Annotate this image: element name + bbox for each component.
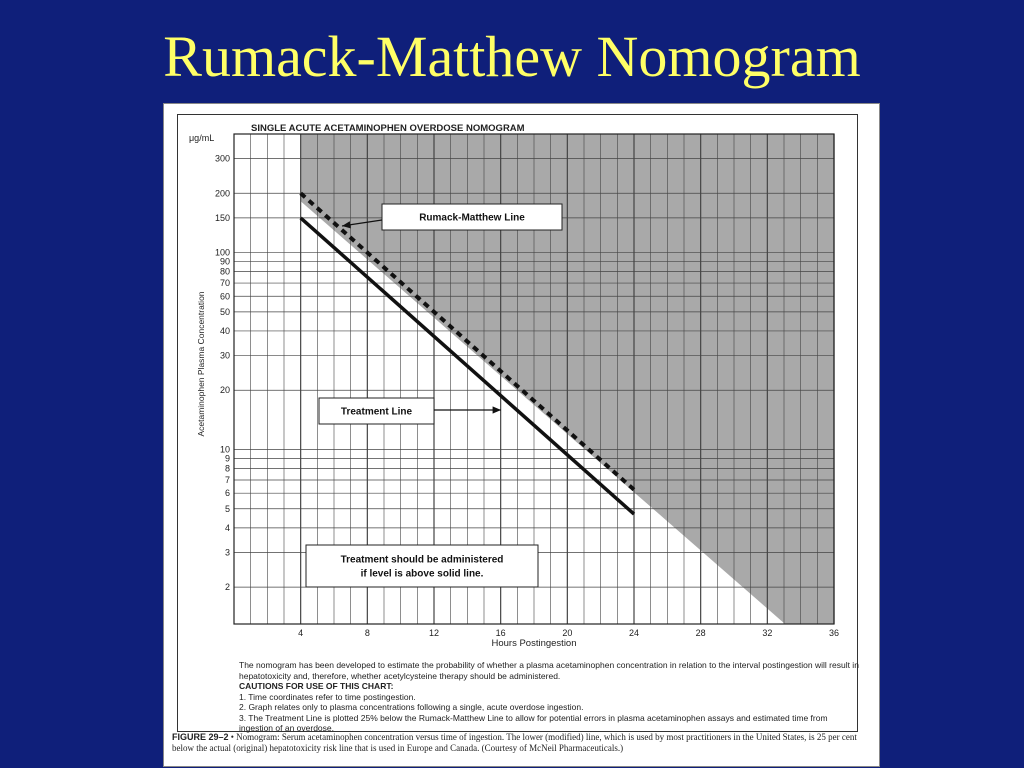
x-tick-label: 20 <box>562 628 573 638</box>
y-tick-label: 3 <box>224 547 230 558</box>
y-tick-label: 70 <box>219 278 230 289</box>
y-tick-label: 100 <box>214 247 230 258</box>
y-tick-label: 80 <box>219 266 230 277</box>
nomogram-notes <box>239 660 859 734</box>
y-tick-label: 150 <box>214 212 230 223</box>
y-tick-label: 300 <box>214 153 230 164</box>
y-tick-label: 10 <box>219 444 230 455</box>
y-unit-label: μg/mL <box>189 133 215 143</box>
y-tick-label: 20 <box>219 385 230 396</box>
caption-text: • Nomogram: Serum acetaminophen concentration versus time of ingestion. The lower (modified) line, which is used by most practitioners in the United States, is 25 per cent below the actual (original) hepatotoxicity risk line that is used in Europe and Canada. (Courtesy of McNeil Pharmaceuticals.) <box>172 732 857 753</box>
y-tick-label: 7 <box>224 475 230 486</box>
x-tick-label: 28 <box>695 628 706 638</box>
figure-label: FIGURE 29–2 <box>172 732 229 742</box>
y-tick-label: 5 <box>224 503 230 514</box>
treatment-advice-box <box>306 545 538 587</box>
notes-intro: The nomogram has been developed to estimate the probability of whether a plasma acetaminophen concentration in relation to the interval postingestion will result in hepatotoxicity and, therefore, whether acetylcysteine therapy should be administered. <box>239 660 859 681</box>
y-tick-label: 4 <box>224 522 230 533</box>
nomogram-figure <box>163 103 880 767</box>
cautions-heading: CAUTIONS FOR USE OF THIS CHART: <box>239 681 394 691</box>
treatment-advice: if level is above solid line. <box>360 568 484 580</box>
chart-title: SINGLE ACUTE ACETAMINOPHEN OVERDOSE NOMOGRAM <box>251 123 525 134</box>
x-tick-label: 24 <box>628 628 640 638</box>
x-tick-label: 12 <box>428 628 440 638</box>
figure-caption <box>172 732 872 754</box>
treatment-label: Treatment Line <box>340 406 413 418</box>
x-tick-label: 4 <box>298 628 304 638</box>
x-tick-label: 36 <box>828 628 840 638</box>
y-tick-label: 8 <box>224 463 230 474</box>
y-tick-label: 60 <box>219 291 230 302</box>
y-tick-label: 200 <box>214 188 230 199</box>
y-tick-label: 40 <box>219 325 230 336</box>
x-tick-label: 8 <box>364 628 370 638</box>
caution-item: 1. Time coordinates refer to time postingestion. <box>239 691 416 702</box>
x-tick-label: 16 <box>495 628 506 638</box>
x-tick-label: 32 <box>762 628 773 638</box>
y-axis-label: Acetaminophen Plasma Concentration <box>196 291 206 437</box>
y-tick-label: 2 <box>224 582 230 593</box>
rumack-matthew-label: Rumack-Matthew Line <box>419 212 525 224</box>
y-tick-label: 6 <box>224 488 230 499</box>
y-tick-label: 30 <box>219 350 230 361</box>
y-tick-label: 50 <box>219 306 230 317</box>
y-tick-label: 9 <box>224 453 230 464</box>
y-tick-label: 90 <box>219 256 230 267</box>
caution-item: 3. The Treatment Line is plotted 25% below the Rumack-Matthew Line to allow for potential errors in plasma acetaminophen assays and estimated time from ingestion of an overdose. <box>239 712 828 733</box>
x-axis-label: Hours Postingestion <box>491 638 577 649</box>
slide-title: Rumack-Matthew Nomogram <box>163 24 861 89</box>
treatment-advice: Treatment should be administered <box>340 554 504 566</box>
caution-item: 2. Graph relates only to plasma concentrations following a single, acute overdose ingestion. <box>239 702 584 712</box>
